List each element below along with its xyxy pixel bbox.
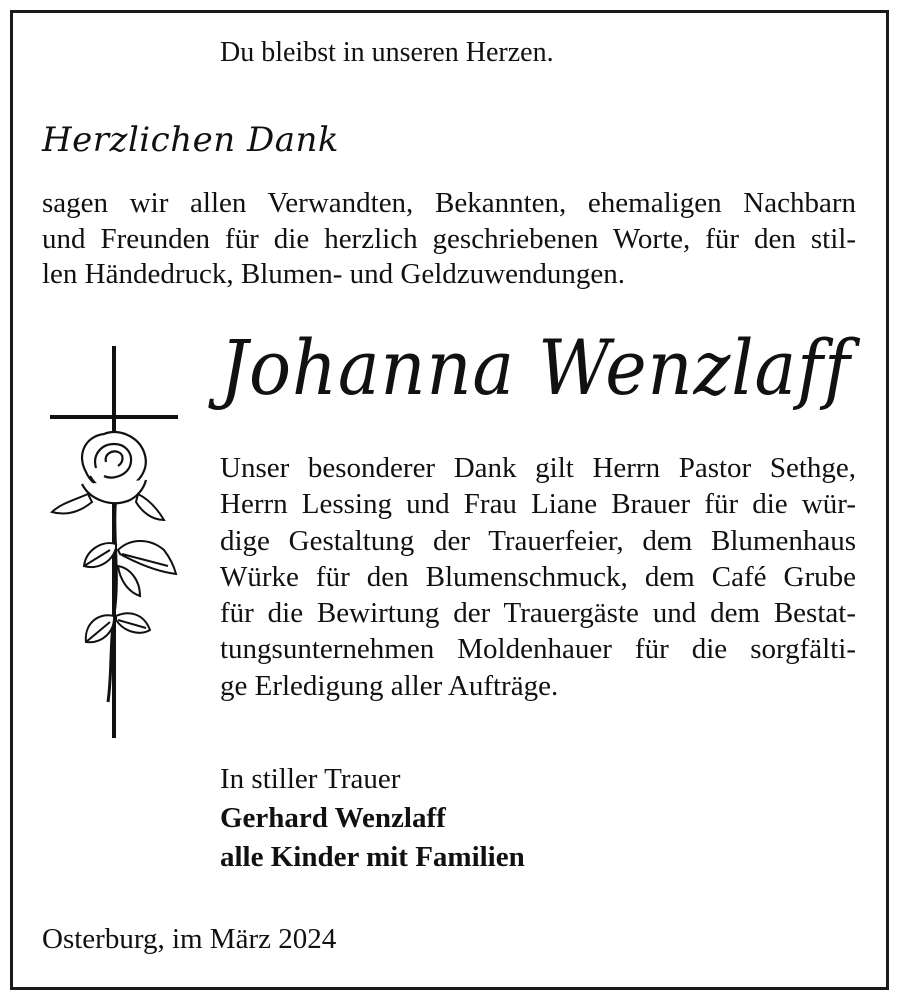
body-line: dige Gestaltung der Trauerfeier, dem Blumenhaus (220, 524, 856, 557)
body-line: ge Erledigung aller Aufträge. (220, 669, 559, 702)
deceased-name: Johanna Wenzlaff (220, 323, 851, 412)
thanks-heading: Herzlichen Dank (42, 120, 339, 160)
mourning-line: In stiller Trauer (220, 763, 401, 795)
acknowledgement-paragraph (220, 450, 856, 704)
intro-line: und Freunden für die herzlich geschriebenen Worte, für den stil- (42, 222, 856, 255)
body-line: Herrn Lessing und Frau Liane Brauer für die wür- (220, 488, 856, 521)
cross-with-rose-icon (46, 344, 182, 740)
intro-line: len Händedruck, Blumen- und Geldzuwendungen. (42, 258, 626, 290)
mourner-family: alle Kinder mit Familien (220, 841, 525, 873)
motto: Du bleibst in unseren Herzen. (220, 37, 554, 68)
intro-line: sagen wir allen Verwandten, Bekannten, ehemaligen Nachbarn (42, 187, 856, 219)
body-line: Würke für den Blumenschmuck, dem Café Grube (220, 560, 856, 593)
body-line: Unser besonderer Dank gilt Herrn Pastor Sethge, (220, 452, 856, 484)
signature-block (220, 760, 525, 877)
place-date: Osterburg, im März 2024 (42, 923, 337, 955)
body-line: für die Bewirtung der Trauergäste und dem Bestat- (220, 597, 856, 630)
intro-paragraph (42, 186, 856, 293)
body-line: tungsunternehmen Moldenhauer für die sorgfälti- (220, 633, 856, 666)
mourner-name: Gerhard Wenzlaff (220, 802, 446, 834)
